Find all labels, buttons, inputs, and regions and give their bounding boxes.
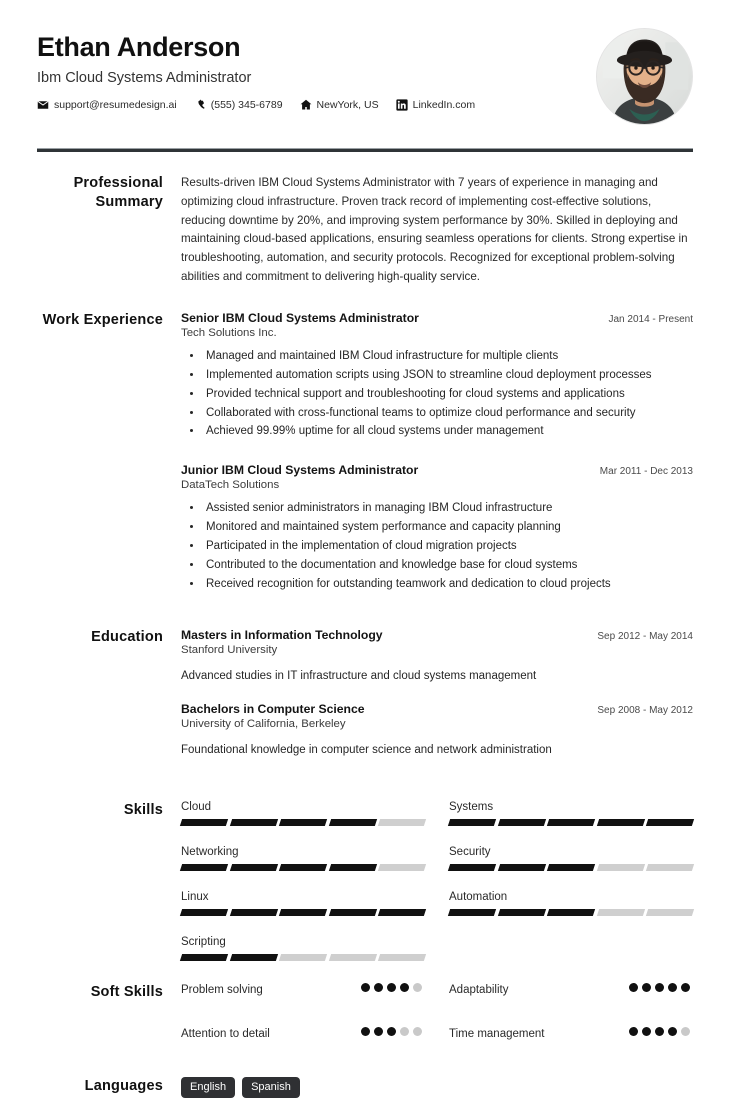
skill-item: [181, 891, 425, 916]
skill-level-bar: [181, 909, 425, 916]
section-education: [0, 628, 730, 764]
soft-skill-item: [449, 983, 693, 1013]
section-label-languages: Languages: [84, 1077, 163, 1094]
phone-icon: [194, 99, 206, 111]
rating-dot: [642, 983, 651, 992]
soft-skill-label: Adaptability: [449, 983, 509, 996]
contact-email-text: support@resumedesign.ai: [54, 99, 177, 112]
skill-item: [449, 801, 693, 826]
skill-bar-segment: [597, 864, 645, 871]
bullet-item: • Participated in the implementation of cloud migration projects: [203, 538, 693, 556]
skill-bar-segment: [279, 954, 327, 961]
skill-bar-segment: [180, 819, 228, 826]
profile-photo: [597, 29, 692, 124]
bullet-item: • Assisted senior administrators in managing IBM Cloud infrastructure: [203, 500, 693, 518]
section-label-education: Education: [91, 629, 163, 646]
page-title: Ethan Anderson: [37, 32, 241, 62]
soft-skill-label: Attention to detail: [181, 1027, 270, 1040]
skill-bar-segment: [180, 909, 228, 916]
skill-label: Cloud: [181, 800, 212, 813]
soft-skill-rating: [629, 1027, 693, 1036]
contact-linkedin-text: LinkedIn.com: [412, 99, 476, 112]
education-entry: [181, 702, 693, 759]
languages-row: [181, 1077, 693, 1098]
section-label-experience: Work Experience: [42, 311, 163, 328]
skill-bar-segment: [279, 864, 327, 871]
education-org: University of California, Berkeley: [181, 718, 346, 731]
education-org: Stanford University: [181, 644, 278, 657]
skill-level-bar: [181, 954, 425, 961]
rating-dot: [361, 1027, 370, 1036]
rating-dot: [400, 1027, 409, 1036]
header-divider: [37, 148, 693, 152]
skill-item: [181, 846, 425, 871]
education-title: Bachelors in Computer Science: [181, 702, 365, 717]
soft-skill-rating: [361, 1027, 425, 1036]
rating-dot: [655, 1027, 664, 1036]
section-skills: [0, 801, 730, 981]
experience-org: DataTech Solutions: [181, 479, 280, 492]
skill-level-bar: [449, 909, 693, 916]
skill-label: Linux: [181, 890, 209, 903]
skill-bar-segment: [229, 954, 277, 961]
soft-skill-item: [449, 1027, 693, 1057]
skill-bar-segment: [547, 819, 595, 826]
contact-location-text: NewYork, US: [316, 99, 379, 112]
language-chip[interactable]: English: [181, 1077, 235, 1098]
contact-phone-text: (555) 345-6789: [210, 99, 283, 112]
contact-phone[interactable]: [194, 99, 283, 111]
skill-label: Automation: [449, 890, 508, 903]
soft-skill-rating: [629, 983, 693, 992]
bullet-item: • Managed and maintained IBM Cloud infrastructure for multiple clients: [203, 348, 693, 366]
skill-bar-segment: [180, 954, 228, 961]
language-chip[interactable]: Spanish: [242, 1077, 300, 1098]
skill-bar-segment: [378, 954, 426, 961]
section-professional-summary: [0, 174, 730, 287]
skill-level-bar: [181, 864, 425, 871]
skill-bar-segment: [378, 819, 426, 826]
section-soft-skills: [0, 983, 730, 1071]
bullet-item: • Received recognition for outstanding teamwork and dedication to cloud projects: [203, 576, 693, 594]
skill-bar-segment: [329, 864, 377, 871]
bullet-item: • Achieved 99.99% uptime for all cloud systems under management: [203, 423, 693, 441]
bullet-item: • Collaborated with cross-functional teams to optimize cloud performance and security: [203, 405, 693, 423]
education-title: Masters in Information Technology: [181, 628, 383, 643]
summary-text: Results-driven IBM Cloud Systems Administrator with 7 years of experience in managing and optimizing cloud infrastructure. Proven track record of implementing cost-effective solutions, reducing downtime by 20%, and improving system performance by 30%. Skilled in deploying and maintaining cloud-based applications, ensuring seamless operations for clients. Strong expertise in troubleshooting, automation, and security protocols. Recognized for exceptional problem-solving abilities and commitment to delivering high-quality service.: [181, 176, 688, 283]
rating-dot: [374, 1027, 383, 1036]
education-date: Sep 2008 - May 2012: [597, 705, 693, 717]
education-date: Sep 2012 - May 2014: [597, 631, 693, 643]
experience-bullets: [181, 348, 693, 442]
skill-bar-segment: [229, 909, 277, 916]
skill-label: Security: [449, 845, 491, 858]
skill-bar-segment: [378, 909, 426, 916]
rating-dot: [387, 1027, 396, 1036]
experience-date: Jan 2014 - Present: [608, 313, 693, 325]
skill-bar-segment: [378, 864, 426, 871]
rating-dot: [668, 983, 677, 992]
skill-bar-segment: [646, 864, 694, 871]
experience-date: Mar 2011 - Dec 2013: [599, 466, 693, 478]
education-description: Advanced studies in IT infrastructure and cloud systems management: [181, 670, 537, 683]
skill-bar-segment: [180, 864, 228, 871]
skill-bar-segment: [448, 864, 496, 871]
skill-bar-segment: [547, 864, 595, 871]
skill-bar-segment: [448, 909, 496, 916]
skill-item: [449, 891, 693, 916]
experience-title: Senior IBM Cloud Systems Administrator: [181, 310, 419, 325]
skill-bar-segment: [448, 819, 496, 826]
skill-label: Networking: [181, 845, 239, 858]
skill-bar-segment: [497, 819, 545, 826]
skill-bar-segment: [646, 909, 694, 916]
section-languages: [0, 1077, 730, 1098]
rating-dot: [413, 1027, 422, 1036]
education-entry: [181, 628, 693, 685]
avatar: [596, 28, 693, 125]
soft-skill-label: Time management: [449, 1027, 545, 1040]
contact-linkedin[interactable]: [396, 99, 475, 111]
soft-skill-item: [181, 1027, 425, 1057]
rating-dot: [655, 983, 664, 992]
section-label-soft-skills: Soft Skills: [90, 983, 163, 1000]
skill-item: [181, 936, 425, 961]
experience-title: Junior IBM Cloud Systems Administrator: [181, 463, 419, 478]
rating-dot: [413, 983, 422, 992]
skills-grid: [181, 801, 693, 981]
linkedin-icon: [396, 99, 408, 111]
skill-bar-segment: [329, 954, 377, 961]
section-work-experience: [0, 311, 730, 598]
skill-level-bar: [449, 819, 693, 826]
skill-bar-segment: [497, 909, 545, 916]
contact-location[interactable]: [300, 99, 379, 111]
rating-dot: [681, 1027, 690, 1036]
soft-skill-item: [181, 983, 425, 1013]
skill-bar-segment: [646, 819, 694, 826]
skill-item: [449, 846, 693, 871]
skill-level-bar: [449, 864, 693, 871]
rating-dot: [361, 983, 370, 992]
rating-dot: [387, 983, 396, 992]
skill-bar-segment: [229, 819, 277, 826]
rating-dot: [668, 1027, 677, 1036]
skill-bar-segment: [597, 819, 645, 826]
skill-bar-segment: [229, 864, 277, 871]
rating-dot: [374, 983, 383, 992]
envelope-icon: [37, 99, 49, 111]
skill-bar-segment: [329, 909, 377, 916]
section-label-summary: Professional Summary: [73, 175, 163, 211]
rating-dot: [642, 1027, 651, 1036]
skill-bar-segment: [279, 819, 327, 826]
skill-bar-segment: [279, 909, 327, 916]
skill-item: [181, 801, 425, 826]
experience-bullets: [181, 500, 693, 594]
contact-email[interactable]: [37, 99, 177, 111]
experience-org: Tech Solutions Inc.: [181, 326, 277, 339]
education-description: Foundational knowledge in computer science and network administration: [181, 744, 552, 757]
section-label-skills: Skills: [123, 801, 163, 818]
rating-dot: [629, 1027, 638, 1036]
bullet-item: • Contributed to the documentation and knowledge base for cloud systems: [203, 557, 693, 575]
experience-entry: [181, 311, 693, 442]
rating-dot: [629, 983, 638, 992]
resume-header: [0, 0, 730, 140]
rating-dot: [681, 983, 690, 992]
skill-level-bar: [181, 819, 425, 826]
rating-dot: [400, 983, 409, 992]
job-title: Ibm Cloud Systems Administrator: [37, 70, 252, 87]
soft-skill-label: Problem solving: [181, 983, 263, 996]
bullet-item: • Implemented automation scripts using JSON to streamline cloud deployment processes: [203, 367, 693, 385]
bullet-item: • Provided technical support and troubleshooting for cloud systems and applications: [203, 386, 693, 404]
skill-label: Scripting: [181, 935, 226, 948]
experience-entry: [181, 463, 693, 594]
bullet-item: • Monitored and maintained system performance and capacity planning: [203, 519, 693, 537]
skill-bar-segment: [497, 864, 545, 871]
home-icon: [300, 99, 312, 111]
skill-bar-segment: [597, 909, 645, 916]
contact-row: [37, 99, 693, 111]
soft-skills-grid: [181, 983, 693, 1071]
skill-label: Systems: [449, 800, 494, 813]
skill-bar-segment: [547, 909, 595, 916]
skill-bar-segment: [329, 819, 377, 826]
soft-skill-rating: [361, 983, 425, 992]
